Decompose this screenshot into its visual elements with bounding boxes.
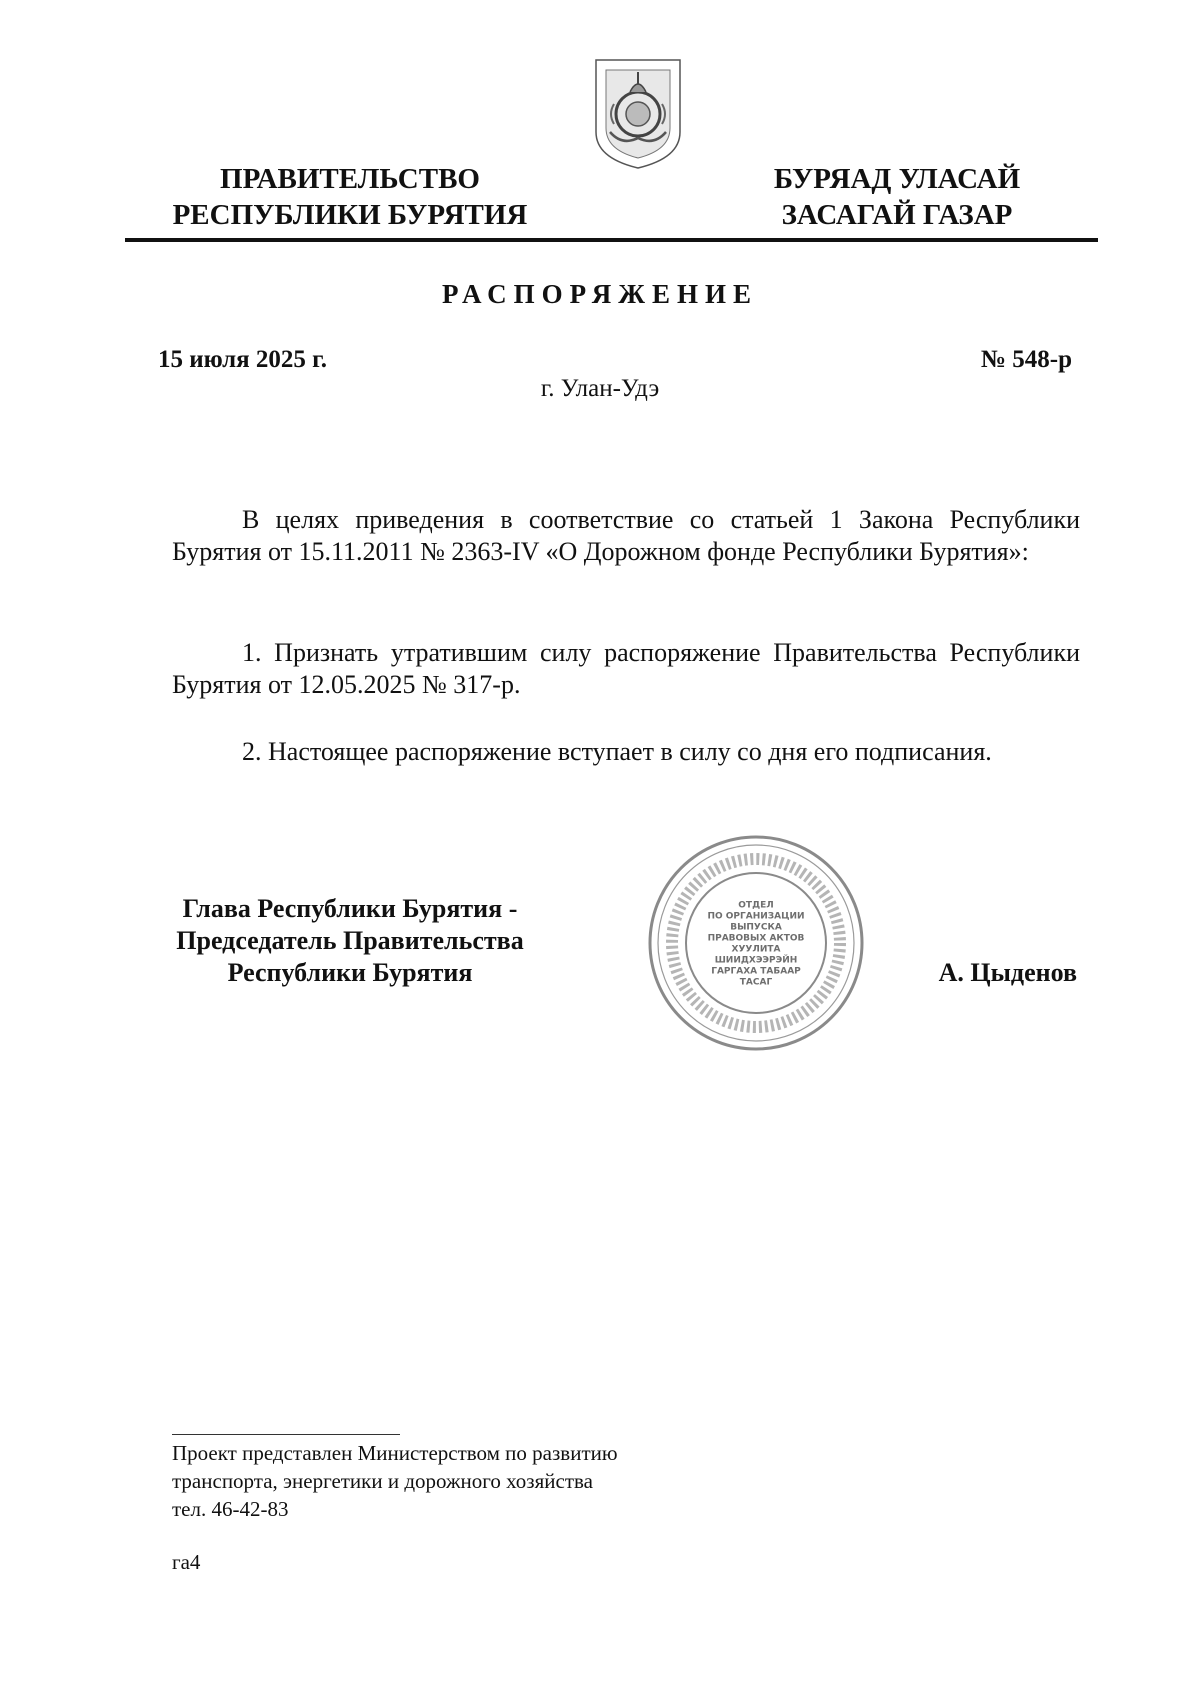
coat-of-arms-icon: [592, 54, 684, 172]
preamble-text: В целях приведения в соответствие со статьей 1 Закона Республики Бурятия от 15.11.2011 № 2363-IV «О Дорожном фонде Республики Бурятия»:: [172, 505, 1080, 566]
header-left-line2: РЕСПУБЛИКИ БУРЯТИЯ: [172, 199, 528, 231]
item-1-text: 1. Признать утратившим силу распоряжение Правительства Республики Бурятия от 12.05.2025 № 317-р.: [172, 638, 1080, 699]
signatory-title-line3: Республики Бурятия: [227, 958, 473, 987]
header-left-line1: ПРАВИТЕЛЬСТВО: [220, 163, 480, 195]
seal-center-line: ОТДЕЛ: [738, 900, 774, 911]
header-right-line2: ЗАСАГАЙ ГАЗАР: [781, 199, 1013, 231]
item-2-paragraph: [172, 736, 1080, 768]
footnote-divider: [172, 1434, 400, 1435]
seal-center-line: ГАРГАХА ТАБААР: [711, 966, 801, 977]
header-right: [732, 161, 1062, 233]
document-date: 15 июля 2025 г.: [158, 346, 327, 373]
document-city: г. Улан-Удэ: [540, 375, 660, 402]
header-divider: [125, 238, 1098, 242]
footnote-line2: транспорта, энергетики и дорожного хозяйства: [172, 1469, 593, 1493]
preamble-paragraph: [172, 504, 1080, 568]
header-right-line1: БУРЯАД УЛАСАЙ: [773, 163, 1021, 195]
item-1-paragraph: [172, 637, 1080, 701]
footnote-line3: тел. 46-42-83: [172, 1497, 289, 1521]
document-number: № 548-р: [980, 346, 1072, 373]
document-type: РАСПОРЯЖЕНИЕ: [441, 279, 759, 309]
footnote: [172, 1439, 618, 1523]
seal-center-line: ШИИДХЭЭРЭЙН: [714, 955, 798, 966]
signatory-title-line2: Председатель Правительства: [176, 926, 524, 955]
item-2-text: 2. Настоящее распоряжение вступает в силу со дня его подписания.: [242, 737, 992, 766]
document-code: га4: [172, 1550, 201, 1574]
footnote-line1: Проект представлен Министерством по развитию: [172, 1441, 618, 1465]
signatory-title-line1: Глава Республики Бурятия -: [182, 894, 518, 923]
signatory-title: [150, 893, 550, 989]
seal-center-line: ВЫПУСКА: [730, 922, 782, 933]
seal-center-line: ТАСАГ: [739, 977, 773, 988]
seal-center-line: ПРАВОВЫХ АКТОВ: [707, 933, 805, 944]
seal-center-line: ХУУЛИТА: [731, 944, 781, 955]
header-left: [150, 161, 550, 233]
signatory-name: А. Цыденов: [938, 958, 1077, 987]
official-seal-icon: [645, 832, 867, 1054]
seal-center-line: ПО ОРГАНИЗАЦИИ: [707, 911, 805, 922]
